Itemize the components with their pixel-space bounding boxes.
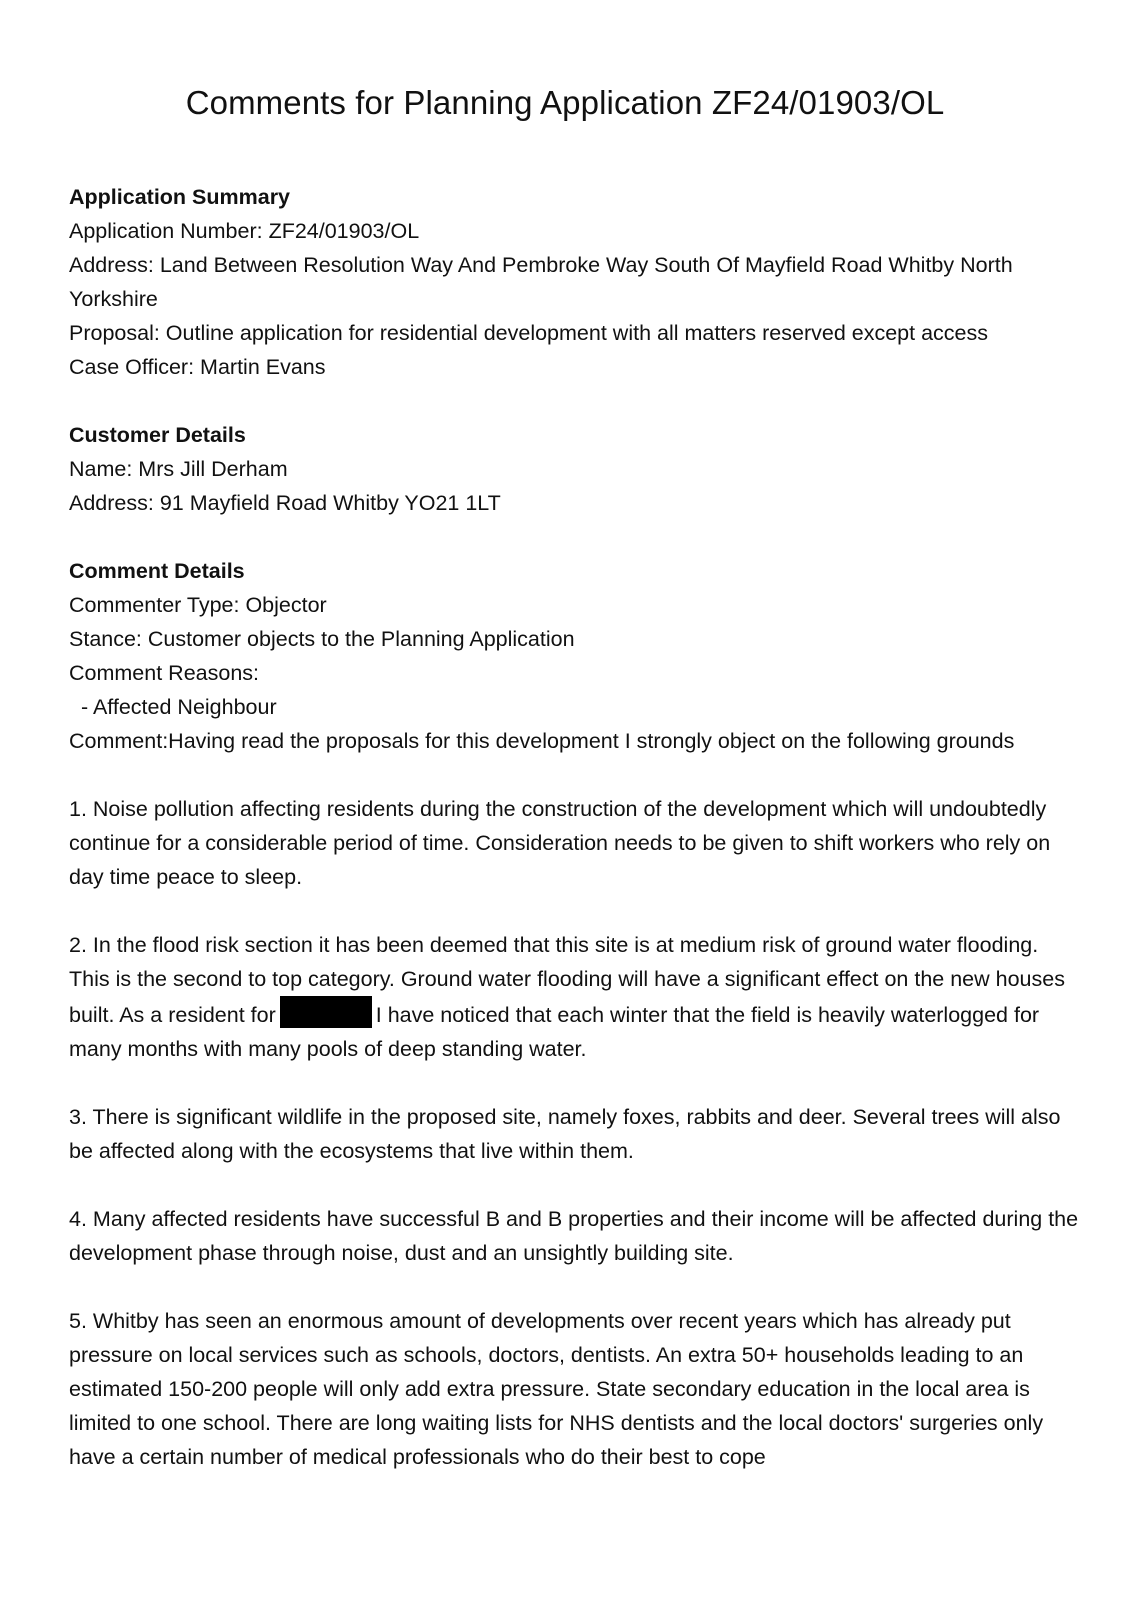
customer-address: Address: 91 Mayfield Road Whitby YO21 1LT xyxy=(69,491,501,515)
redaction-box xyxy=(280,996,372,1028)
comment-details-section xyxy=(69,554,1079,758)
application-number: Application Number: ZF24/01903/OL xyxy=(69,219,420,243)
comment-intro: Comment:Having read the proposals for this development I strongly object on the following grounds xyxy=(69,729,1015,753)
application-address: Address: Land Between Resolution Way And Pembroke Way South Of Mayfield Road Whitby North Yorkshire xyxy=(69,253,1013,311)
commenter-type: Commenter Type: Objector xyxy=(69,593,327,617)
objection-point-2-end: I have noticed that each winter that the field is heavily waterlogged for many months with many pools of deep standing water. xyxy=(69,1003,1040,1061)
customer-details-section xyxy=(69,418,1079,520)
application-summary-heading: Application Summary xyxy=(69,185,291,209)
customer-details-heading: Customer Details xyxy=(69,423,246,447)
comment-reasons-label: Comment Reasons: xyxy=(69,661,259,685)
objection-point-2-start: 2. In the flood risk section it has been deemed that this site is at medium risk of ground water flooding. This is the second to top category. Ground water flooding will have a significant effect on the new houses built. As a resident for xyxy=(69,933,1065,1027)
objection-point-5: 5. Whitby has seen an enormous amount of developments over recent years which has already put pressure on local services such as schools, doctors, dentists. An extra 50+ households leading to an estimated 150-200 people will only add extra pressure. State secondary education in the local area is limited to one school. There are long waiting lists for NHS dentists and the local doctors' surgeries only have a certain number of medical professionals who do their best to cope xyxy=(69,1309,1044,1469)
comment-details-heading: Comment Details xyxy=(69,559,245,583)
application-summary-section xyxy=(69,180,1079,384)
objection-point-4: 4. Many affected residents have successful B and B properties and their income will be affected during the development phase through noise, dust and an unsightly building site. xyxy=(69,1207,1079,1265)
case-officer: Case Officer: Martin Evans xyxy=(69,355,326,379)
objection-point-1: 1. Noise pollution affecting residents during the construction of the development which will undoubtedly continue for a considerable period of time. Consideration needs to be given to shift workers who rely on day time peace to sleep. xyxy=(69,797,1051,889)
objection-point-2 xyxy=(69,928,1079,1066)
comment-reason-item: - Affected Neighbour xyxy=(81,695,277,719)
customer-name: Name: Mrs Jill Derham xyxy=(69,457,288,481)
objection-point-3: 3. There is significant wildlife in the proposed site, namely foxes, rabbits and deer. Several trees will also be affected along with the ecosystems that live within them. xyxy=(69,1105,1061,1163)
document-body xyxy=(69,180,1079,1508)
stance: Stance: Customer objects to the Planning Application xyxy=(69,627,575,651)
page-title: Comments for Planning Application ZF24/01903/OL xyxy=(185,84,945,121)
application-proposal: Proposal: Outline application for residential development with all matters reserved except access xyxy=(69,321,988,345)
